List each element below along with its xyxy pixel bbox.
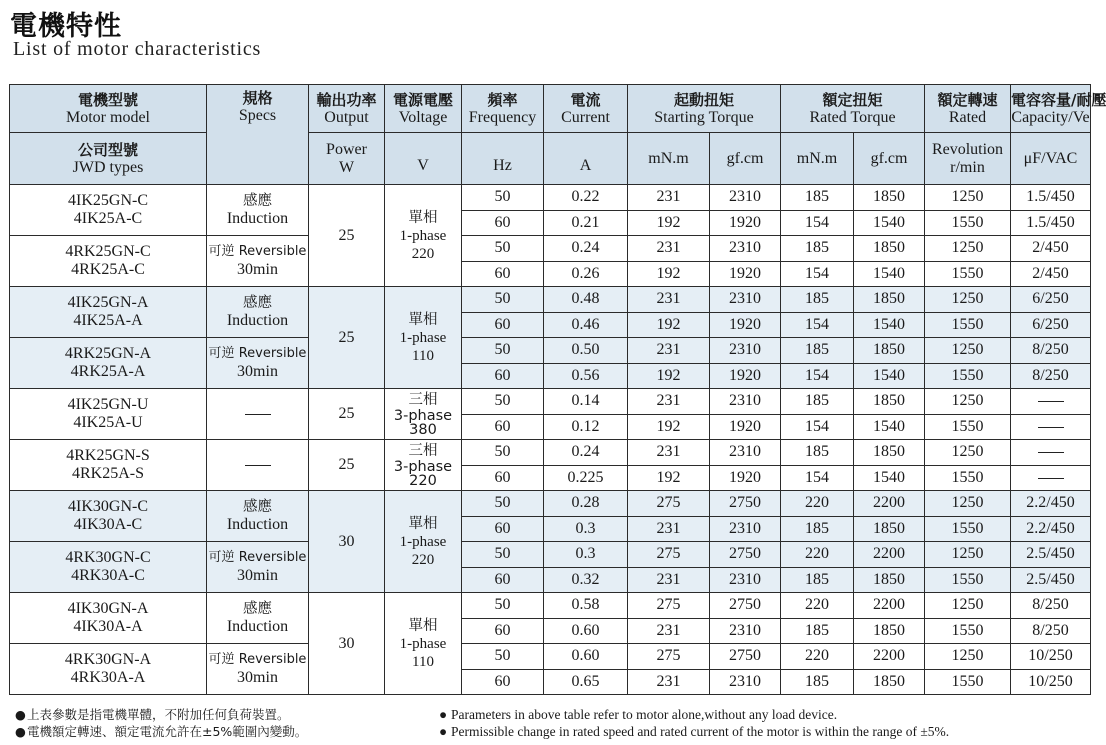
voltage-cell: 三相 3-phase 220 (385, 440, 462, 491)
output-cell: 25 (309, 389, 385, 440)
starting-torque-gfcm-cell: 1920 (710, 414, 781, 440)
table-row (10, 338, 1091, 364)
rated-speed-cell: 1250 (925, 542, 1011, 568)
rated-torque-gfcm-cell: 2200 (854, 542, 925, 568)
rated-torque-mnm-cell: 220 (781, 644, 854, 670)
starting-torque-mnm-cell: 231 (628, 516, 710, 542)
page-title: 電機特性 (10, 11, 122, 42)
starting-torque-mnm-cell: 192 (628, 261, 710, 287)
frequency-cell: 50 (462, 185, 544, 211)
rated-torque-gfcm-cell: 1850 (854, 185, 925, 211)
frequency-cell: 50 (462, 389, 544, 415)
frequency-cell: 50 (462, 236, 544, 262)
rated-torque-gfcm-cell: 2200 (854, 593, 925, 619)
output-cell: 30 (309, 491, 385, 593)
table-row (10, 593, 1091, 619)
frequency-cell: 60 (462, 363, 544, 389)
header-capacity-unit: μF/VAC (1011, 133, 1091, 185)
table-body (10, 185, 1091, 695)
rated-torque-mnm-cell: 154 (781, 210, 854, 236)
rated-torque-mnm-cell: 185 (781, 516, 854, 542)
capacity-cell: 6/250 (1011, 287, 1091, 313)
rated-torque-mnm-cell: 220 (781, 593, 854, 619)
spec-cell: 可逆 Reversible 30min (207, 542, 309, 593)
capacity-cell: 1.5/450 (1011, 185, 1091, 211)
header-jwd-types: 公司型號 JWD types (10, 133, 207, 185)
rated-torque-mnm-cell: 154 (781, 465, 854, 491)
current-cell: 0.14 (544, 389, 628, 415)
capacity-cell-empty (1011, 465, 1091, 491)
rated-speed-cell: 1250 (925, 287, 1011, 313)
current-cell: 0.225 (544, 465, 628, 491)
capacity-cell-empty (1011, 440, 1091, 466)
header-row-1 (10, 85, 1091, 133)
starting-torque-mnm-cell: 275 (628, 644, 710, 670)
frequency-cell: 60 (462, 210, 544, 236)
header-output-unit: Power W (309, 133, 385, 185)
model-gn: 4IK25GN-C (68, 192, 148, 209)
rated-torque-mnm-cell: 154 (781, 414, 854, 440)
rated-torque-gfcm-cell: 2200 (854, 644, 925, 670)
starting-torque-gfcm-cell: 2750 (710, 593, 781, 619)
current-cell: 0.65 (544, 669, 628, 695)
model-gn: 4IK30GN-C (68, 498, 148, 515)
model-gn: 4RK30GN-C (65, 549, 151, 566)
model-gn: 4IK30GN-A (67, 600, 149, 617)
current-cell: 0.56 (544, 363, 628, 389)
spec-cell-empty (207, 440, 309, 491)
capacity-cell: 2.2/450 (1011, 491, 1091, 517)
current-cell: 0.48 (544, 287, 628, 313)
rated-torque-mnm-cell: 185 (781, 185, 854, 211)
starting-torque-mnm-cell: 192 (628, 312, 710, 338)
capacity-cell: 2.5/450 (1011, 542, 1091, 568)
starting-torque-gfcm-cell: 2310 (710, 669, 781, 695)
rated-speed-cell: 1250 (925, 389, 1011, 415)
rated-torque-mnm-cell: 185 (781, 618, 854, 644)
model-a: 4IK25A-C (73, 210, 143, 227)
motor-model-cell (10, 542, 207, 593)
current-cell: 0.58 (544, 593, 628, 619)
rated-torque-gfcm-cell: 1850 (854, 389, 925, 415)
note-item: ●上表參數是指電機單體，不附加任何負荷裝置。 (15, 707, 290, 722)
voltage-cell: 三相 3-phase 380 (385, 389, 462, 440)
starting-torque-gfcm-cell: 2310 (710, 567, 781, 593)
table-row (10, 236, 1091, 262)
current-cell: 0.28 (544, 491, 628, 517)
starting-torque-mnm-cell: 192 (628, 414, 710, 440)
starting-torque-gfcm-cell: 2750 (710, 644, 781, 670)
voltage-cell: 單相 1-phase 110 (385, 287, 462, 389)
frequency-cell: 50 (462, 287, 544, 313)
motor-model-cell (10, 236, 207, 287)
model-a: 4RK25A-S (71, 465, 144, 482)
rated-speed-cell: 1550 (925, 618, 1011, 644)
header-capacity: 電容容量/耐壓 Capacity/Ve (1011, 85, 1091, 133)
rated-torque-mnm-cell: 185 (781, 287, 854, 313)
starting-torque-gfcm-cell: 2310 (710, 389, 781, 415)
starting-torque-gfcm-cell: 2310 (710, 185, 781, 211)
rated-speed-cell: 1550 (925, 210, 1011, 236)
page-subtitle: List of motor characteristics (13, 38, 262, 60)
rated-torque-gfcm-cell: 1540 (854, 465, 925, 491)
spec-cell: 可逆 Reversible 30min (207, 644, 309, 695)
rated-speed-cell: 1550 (925, 261, 1011, 287)
frequency-cell: 50 (462, 491, 544, 517)
starting-torque-gfcm-cell: 2310 (710, 236, 781, 262)
rated-torque-mnm-cell: 220 (781, 491, 854, 517)
starting-torque-gfcm-cell: 1920 (710, 261, 781, 287)
capacity-cell: 2.5/450 (1011, 567, 1091, 593)
motor-characteristics-table (9, 84, 1106, 695)
frequency-cell: 50 (462, 440, 544, 466)
header-frequency-unit: Hz (462, 133, 544, 185)
starting-torque-mnm-cell: 231 (628, 236, 710, 262)
capacity-cell: 8/250 (1011, 363, 1091, 389)
starting-torque-mnm-cell: 275 (628, 491, 710, 517)
motor-model-cell (10, 644, 207, 695)
frequency-cell: 60 (462, 669, 544, 695)
rated-torque-mnm-cell: 185 (781, 440, 854, 466)
header-st-gfcm: gf.cm (710, 133, 781, 185)
starting-torque-mnm-cell: 192 (628, 363, 710, 389)
rated-speed-cell: 1250 (925, 440, 1011, 466)
starting-torque-gfcm-cell: 2750 (710, 542, 781, 568)
header-speed-unit: Revolution r/min (925, 133, 1011, 185)
current-cell: 0.24 (544, 236, 628, 262)
starting-torque-mnm-cell: 192 (628, 465, 710, 491)
rated-speed-cell: 1250 (925, 236, 1011, 262)
rated-torque-gfcm-cell: 1540 (854, 414, 925, 440)
frequency-cell: 50 (462, 593, 544, 619)
model-a: 4IK30A-A (73, 618, 143, 635)
capacity-cell: 2/450 (1011, 236, 1091, 262)
frequency-cell: 60 (462, 618, 544, 644)
rated-torque-mnm-cell: 220 (781, 542, 854, 568)
rated-torque-gfcm-cell: 1850 (854, 516, 925, 542)
table-row (10, 491, 1091, 517)
table-row (10, 389, 1091, 415)
capacity-cell: 10/250 (1011, 644, 1091, 670)
header-rt-mnm: mN.m (781, 133, 854, 185)
model-a: 4RK30A-C (71, 567, 145, 584)
output-cell: 25 (309, 440, 385, 491)
voltage-cell: 單相 1-phase 110 (385, 593, 462, 695)
rated-speed-cell: 1250 (925, 593, 1011, 619)
capacity-cell: 2/450 (1011, 261, 1091, 287)
starting-torque-mnm-cell: 231 (628, 389, 710, 415)
model-gn: 4RK25GN-A (64, 345, 152, 362)
capacity-cell: 8/250 (1011, 618, 1091, 644)
frequency-cell: 60 (462, 465, 544, 491)
notes-chinese (15, 706, 307, 740)
motor-model-cell (10, 440, 207, 491)
header-current: 電流 Current (544, 85, 628, 133)
rated-torque-gfcm-cell: 1540 (854, 261, 925, 287)
rated-torque-mnm-cell: 185 (781, 389, 854, 415)
starting-torque-gfcm-cell: 2310 (710, 618, 781, 644)
current-cell: 0.22 (544, 185, 628, 211)
model-gn: 4RK25GN-S (66, 447, 150, 464)
frequency-cell: 60 (462, 414, 544, 440)
rated-torque-mnm-cell: 185 (781, 669, 854, 695)
table-row (10, 542, 1091, 568)
output-cell: 25 (309, 287, 385, 389)
capacity-cell: 8/250 (1011, 593, 1091, 619)
starting-torque-mnm-cell: 231 (628, 185, 710, 211)
header-voltage: 電源電壓 Voltage (385, 85, 462, 133)
header-model: 電機型號 Motor model (10, 85, 207, 133)
note-item: ●電機額定轉速、額定電流允許在±5%範圍內變動。 (15, 724, 308, 739)
starting-torque-gfcm-cell: 2310 (710, 440, 781, 466)
rated-torque-gfcm-cell: 1540 (854, 363, 925, 389)
rated-speed-cell: 1250 (925, 644, 1011, 670)
current-cell: 0.3 (544, 542, 628, 568)
motor-model-cell (10, 593, 207, 644)
rated-torque-mnm-cell: 185 (781, 567, 854, 593)
rated-speed-cell: 1550 (925, 363, 1011, 389)
rated-torque-mnm-cell: 185 (781, 236, 854, 262)
rated-speed-cell: 1250 (925, 185, 1011, 211)
starting-torque-mnm-cell: 231 (628, 669, 710, 695)
motor-model-cell (10, 491, 207, 542)
model-gn: 4RK25GN-C (65, 243, 151, 260)
motor-model-cell (10, 389, 207, 440)
table-row (10, 185, 1091, 211)
spec-cell-empty (207, 389, 309, 440)
header-frequency: 頻率 Frequency (462, 85, 544, 133)
frequency-cell: 50 (462, 644, 544, 670)
current-cell: 0.24 (544, 440, 628, 466)
model-gn: 4RK30GN-A (64, 651, 152, 668)
rated-speed-cell: 1550 (925, 465, 1011, 491)
header-rated-torque: 額定扭矩 Rated Torque (781, 85, 925, 133)
rated-speed-cell: 1550 (925, 414, 1011, 440)
rated-torque-gfcm-cell: 1850 (854, 338, 925, 364)
model-a: 4IK25A-U (73, 414, 143, 431)
rated-torque-gfcm-cell: 1850 (854, 567, 925, 593)
current-cell: 0.50 (544, 338, 628, 364)
starting-torque-mnm-cell: 231 (628, 440, 710, 466)
starting-torque-gfcm-cell: 1920 (710, 465, 781, 491)
spec-cell: 可逆 Reversible 30min (207, 338, 309, 389)
current-cell: 0.46 (544, 312, 628, 338)
capacity-cell-empty (1011, 414, 1091, 440)
current-cell: 0.3 (544, 516, 628, 542)
rated-torque-gfcm-cell: 1850 (854, 440, 925, 466)
frequency-cell: 50 (462, 542, 544, 568)
header-current-unit: A (544, 133, 628, 185)
voltage-cell: 單相 1-phase 220 (385, 491, 462, 593)
spec-cell: 感應 Induction (207, 287, 309, 338)
spec-cell: 感應 Induction (207, 185, 309, 236)
frequency-cell: 60 (462, 312, 544, 338)
rated-torque-mnm-cell: 154 (781, 261, 854, 287)
output-cell: 25 (309, 185, 385, 287)
starting-torque-gfcm-cell: 2310 (710, 516, 781, 542)
rated-speed-cell: 1550 (925, 567, 1011, 593)
header-output: 輸出功率 Output (309, 85, 385, 133)
starting-torque-gfcm-cell: 1920 (710, 312, 781, 338)
capacity-cell: 1.5/450 (1011, 210, 1091, 236)
capacity-cell-empty (1011, 389, 1091, 415)
starting-torque-mnm-cell: 231 (628, 338, 710, 364)
model-a: 4IK30A-C (73, 516, 143, 533)
model-a: 4IK25A-A (73, 312, 143, 329)
spec-cell: 感應 Induction (207, 491, 309, 542)
table-row (10, 287, 1091, 313)
starting-torque-gfcm-cell: 2310 (710, 338, 781, 364)
table-row (10, 440, 1091, 466)
model-gn: 4IK25GN-A (67, 294, 149, 311)
current-cell: 0.12 (544, 414, 628, 440)
capacity-cell: 2.2/450 (1011, 516, 1091, 542)
header-st-mnm: mN.m (628, 133, 710, 185)
motor-model-cell (10, 338, 207, 389)
current-cell: 0.26 (544, 261, 628, 287)
rated-torque-mnm-cell: 185 (781, 338, 854, 364)
current-cell: 0.60 (544, 618, 628, 644)
rated-speed-cell: 1550 (925, 669, 1011, 695)
current-cell: 0.60 (544, 644, 628, 670)
rated-speed-cell: 1250 (925, 338, 1011, 364)
header-rated-speed: 額定轉速 Rated (925, 85, 1011, 133)
starting-torque-gfcm-cell: 1920 (710, 210, 781, 236)
rated-torque-mnm-cell: 154 (781, 363, 854, 389)
table-row (10, 644, 1091, 670)
frequency-cell: 60 (462, 261, 544, 287)
header-specs: 規格 Specs (207, 85, 309, 185)
capacity-cell: 10/250 (1011, 669, 1091, 695)
header-row-2 (10, 133, 1091, 185)
capacity-cell: 6/250 (1011, 312, 1091, 338)
rated-torque-gfcm-cell: 1540 (854, 312, 925, 338)
notes-english (439, 706, 949, 740)
header-voltage-unit: V (385, 133, 462, 185)
starting-torque-gfcm-cell: 2310 (710, 287, 781, 313)
starting-torque-gfcm-cell: 1920 (710, 363, 781, 389)
frequency-cell: 60 (462, 516, 544, 542)
motor-model-cell (10, 185, 207, 236)
current-cell: 0.32 (544, 567, 628, 593)
current-cell: 0.21 (544, 210, 628, 236)
motor-model-cell (10, 287, 207, 338)
model-gn: 4IK25GN-U (67, 396, 149, 413)
rated-torque-gfcm-cell: 1850 (854, 236, 925, 262)
note-item: ● Parameters in above table refer to motor alone,without any load device. (439, 707, 838, 722)
starting-torque-mnm-cell: 231 (628, 618, 710, 644)
starting-torque-mnm-cell: 275 (628, 542, 710, 568)
model-a: 4RK25A-A (70, 363, 146, 380)
rated-torque-gfcm-cell: 1850 (854, 287, 925, 313)
output-cell: 30 (309, 593, 385, 695)
header-starting-torque: 起動扭矩 Starting Torque (628, 85, 781, 133)
model-a: 4RK30A-A (70, 669, 146, 686)
frequency-cell: 50 (462, 338, 544, 364)
capacity-cell: 8/250 (1011, 338, 1091, 364)
starting-torque-mnm-cell: 231 (628, 287, 710, 313)
rated-torque-gfcm-cell: 2200 (854, 491, 925, 517)
rated-speed-cell: 1550 (925, 516, 1011, 542)
header-rt-gfcm: gf.cm (854, 133, 925, 185)
rated-torque-gfcm-cell: 1850 (854, 669, 925, 695)
rated-torque-gfcm-cell: 1850 (854, 618, 925, 644)
starting-torque-mnm-cell: 231 (628, 567, 710, 593)
rated-speed-cell: 1550 (925, 312, 1011, 338)
rated-torque-gfcm-cell: 1540 (854, 210, 925, 236)
rated-speed-cell: 1250 (925, 491, 1011, 517)
frequency-cell: 60 (462, 567, 544, 593)
starting-torque-mnm-cell: 275 (628, 593, 710, 619)
spec-cell: 感應 Induction (207, 593, 309, 644)
model-a: 4RK25A-C (71, 261, 145, 278)
starting-torque-gfcm-cell: 2750 (710, 491, 781, 517)
starting-torque-mnm-cell: 192 (628, 210, 710, 236)
rated-torque-mnm-cell: 154 (781, 312, 854, 338)
spec-cell: 可逆 Reversible 30min (207, 236, 309, 287)
voltage-cell: 單相 1-phase 220 (385, 185, 462, 287)
note-item: ● Permissible change in rated speed and rated current of the motor is within the range of ±5%. (439, 724, 950, 739)
